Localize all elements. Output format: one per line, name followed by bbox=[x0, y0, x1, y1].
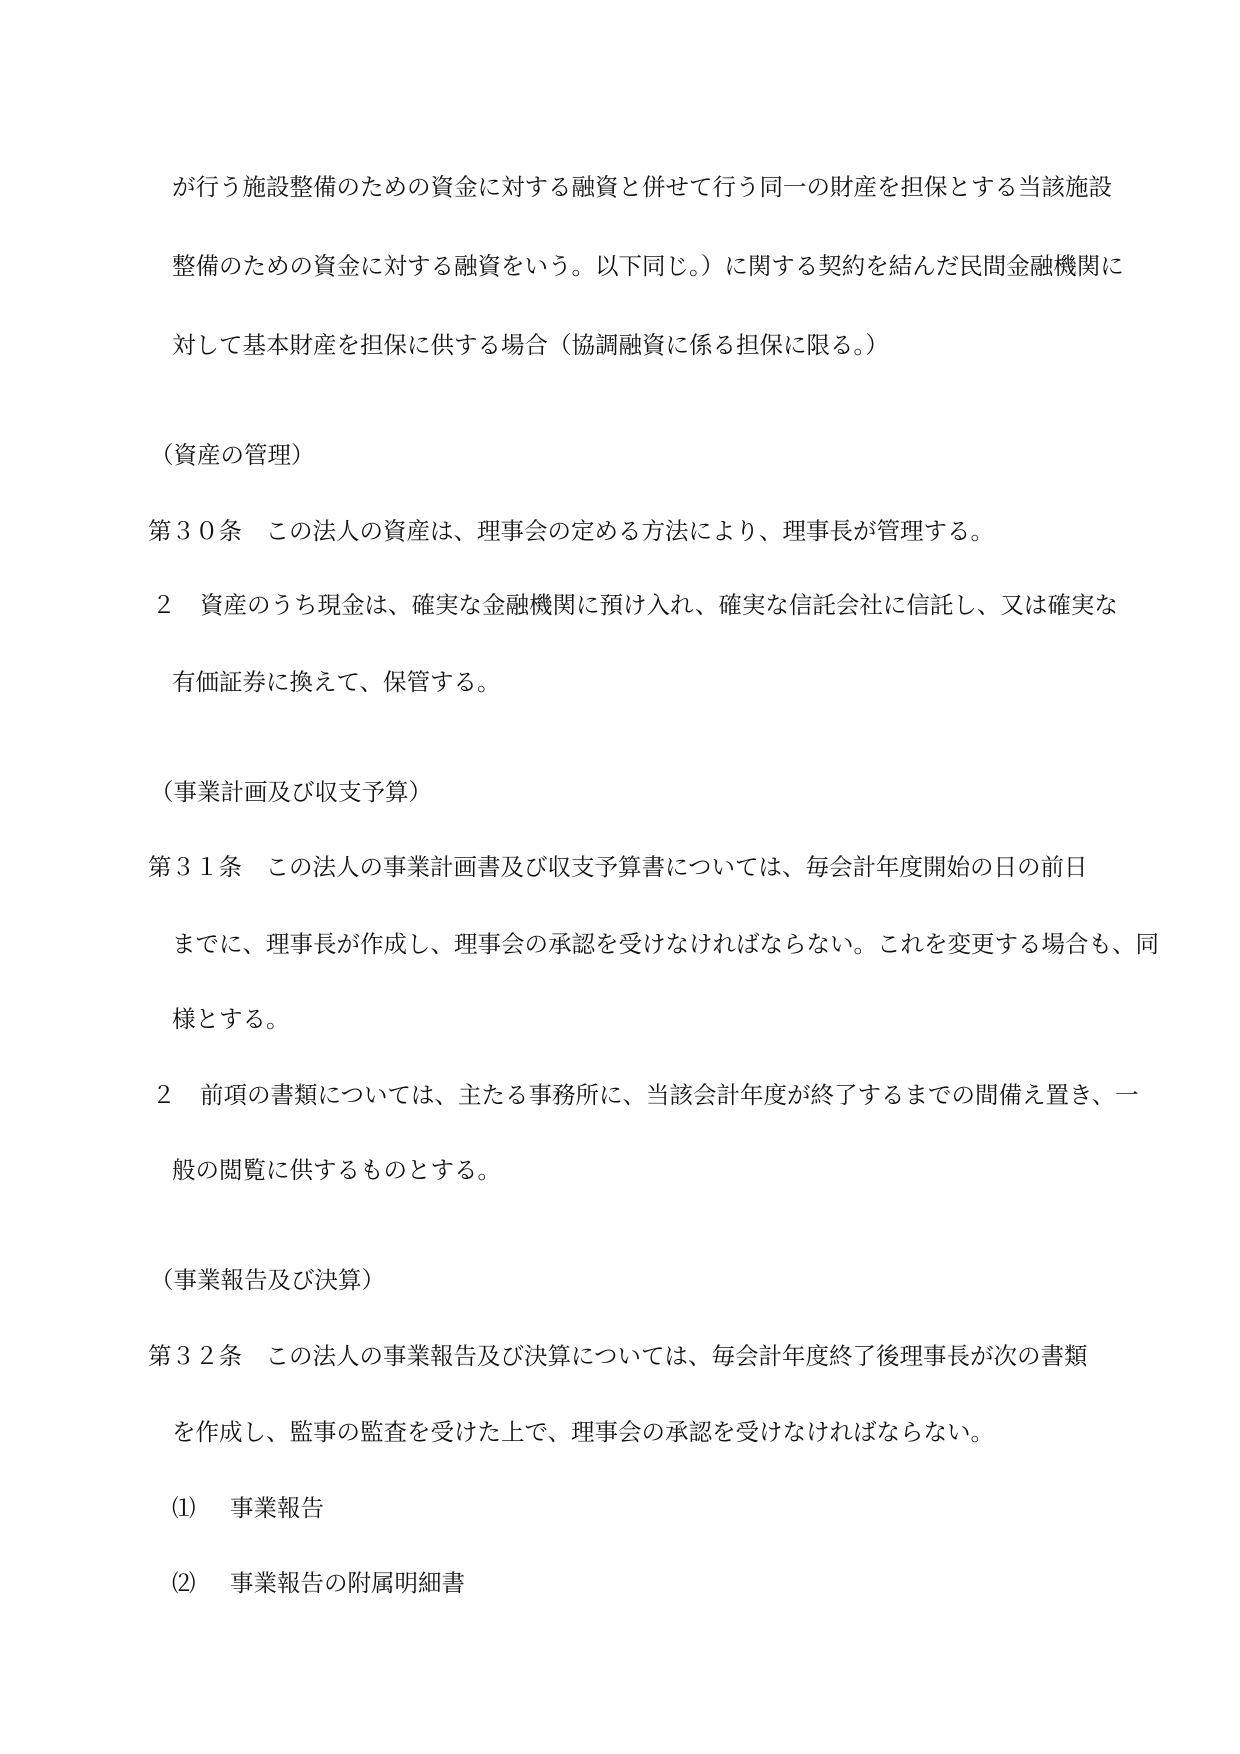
intro-line-2: 整備のための資金に対する融資をいう。以下同じ。）に関する契約を結んだ民間金融機関に bbox=[172, 252, 1124, 280]
article-31-paragraph-2-line-2: 般の閲覧に供するものとする。 bbox=[172, 1156, 501, 1184]
article-32-line-1: 第３２条 この法人の事業報告及び決算については、毎会計年度終了後理事長が次の書類 bbox=[148, 1342, 1088, 1370]
section-heading-asset-management: （資産の管理） bbox=[150, 441, 315, 469]
list-item-business-report-schedules: 事業報告の附属明細書 bbox=[230, 1569, 465, 1597]
article-31-line-2: までに、理事長が作成し、理事会の承認を受けなければならない。これを変更する場合も、同 bbox=[172, 930, 1159, 958]
intro-line-1: が行う施設整備のための資金に対する融資と併せて行う同一の財産を担保とする当該施設 bbox=[172, 173, 1112, 201]
article-31-paragraph-2-line-1: 前項の書類については、主たる事務所に、当該会計年度が終了するまでの間備え置き、一 bbox=[200, 1081, 1139, 1109]
list-item-number: ⑴ bbox=[172, 1494, 196, 1522]
article-32-line-2: を作成し、監事の監査を受けた上で、理事会の承認を受けなければならない。 bbox=[172, 1418, 995, 1446]
section-heading-business-report-settlement: （事業報告及び決算） bbox=[150, 1266, 385, 1294]
paragraph-number: ２ bbox=[152, 591, 176, 619]
article-30-paragraph-2-line-2: 有価証券に換えて、保管する。 bbox=[172, 668, 501, 696]
article-31-line-3: 様とする。 bbox=[172, 1005, 290, 1033]
article-30-paragraph-2-line-1: 資産のうち現金は、確実な金融機関に預け入れ、確実な信託会社に信託し、又は確実な bbox=[200, 591, 1118, 619]
list-item-number: ⑵ bbox=[172, 1569, 196, 1597]
section-heading-business-plan-budget: （事業計画及び収支予算） bbox=[150, 778, 432, 806]
article-30-text: 第３０条 この法人の資産は、理事会の定める方法により、理事長が管理する。 bbox=[148, 517, 994, 545]
intro-line-3: 対して基本財産を担保に供する場合（協調融資に係る担保に限る。） bbox=[172, 331, 889, 359]
article-31-line-1: 第３１条 この法人の事業計画書及び収支予算書については、毎会計年度開始の日の前日 bbox=[148, 853, 1088, 881]
paragraph-number: ２ bbox=[152, 1081, 176, 1109]
list-item-business-report: 事業報告 bbox=[230, 1494, 324, 1522]
